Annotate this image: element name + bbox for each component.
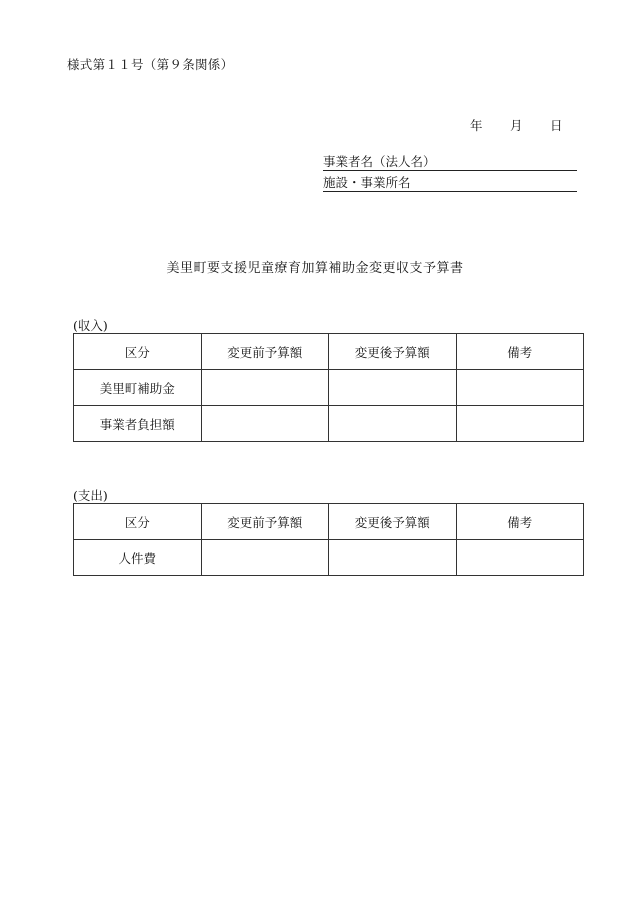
- expense-row-category: 人件費: [74, 540, 202, 576]
- income-col-category: 区分: [74, 334, 202, 370]
- income-col-after: 変更後予算額: [329, 334, 457, 370]
- expense-col-before: 変更前予算額: [201, 504, 329, 540]
- income-col-remarks: 備考: [456, 334, 584, 370]
- income-table: [73, 333, 584, 442]
- expense-table: [73, 503, 584, 576]
- income-col-before: 変更前予算額: [201, 334, 329, 370]
- income-cell-before[interactable]: [201, 370, 329, 406]
- document-title: 美里町要支援児童療育加算補助金変更収支予算書: [166, 261, 464, 276]
- income-row-category: 美里町補助金: [74, 370, 202, 406]
- table-row: [74, 406, 584, 442]
- table-row: [74, 370, 584, 406]
- income-cell-after[interactable]: [329, 406, 457, 442]
- income-cell-remarks[interactable]: [456, 370, 584, 406]
- income-cell-remarks[interactable]: [456, 406, 584, 442]
- expense-col-after: 変更後予算額: [329, 504, 457, 540]
- date-month-label: 月: [510, 118, 523, 133]
- business-name-field: 事業者名（法人名）: [323, 154, 577, 171]
- date-line: [470, 116, 563, 134]
- expense-header-row: [74, 504, 584, 540]
- expense-cell-remarks[interactable]: [456, 540, 584, 576]
- expense-cell-before[interactable]: [201, 540, 329, 576]
- table-row: [74, 540, 584, 576]
- expense-cell-after[interactable]: [329, 540, 457, 576]
- income-cell-after[interactable]: [329, 370, 457, 406]
- income-header-row: [74, 334, 584, 370]
- date-year-label: 年: [470, 118, 483, 133]
- form-number: 様式第１１号（第９条関係）: [67, 57, 234, 72]
- date-day-label: 日: [550, 118, 563, 133]
- expense-col-remarks: 備考: [456, 504, 584, 540]
- expense-col-category: 区分: [74, 504, 202, 540]
- income-cell-before[interactable]: [201, 406, 329, 442]
- facility-name-field: 施設・事業所名: [323, 175, 577, 192]
- expense-section-label: (支出): [73, 488, 108, 503]
- income-section-label: (収入): [73, 318, 108, 333]
- income-row-category: 事業者負担額: [74, 406, 202, 442]
